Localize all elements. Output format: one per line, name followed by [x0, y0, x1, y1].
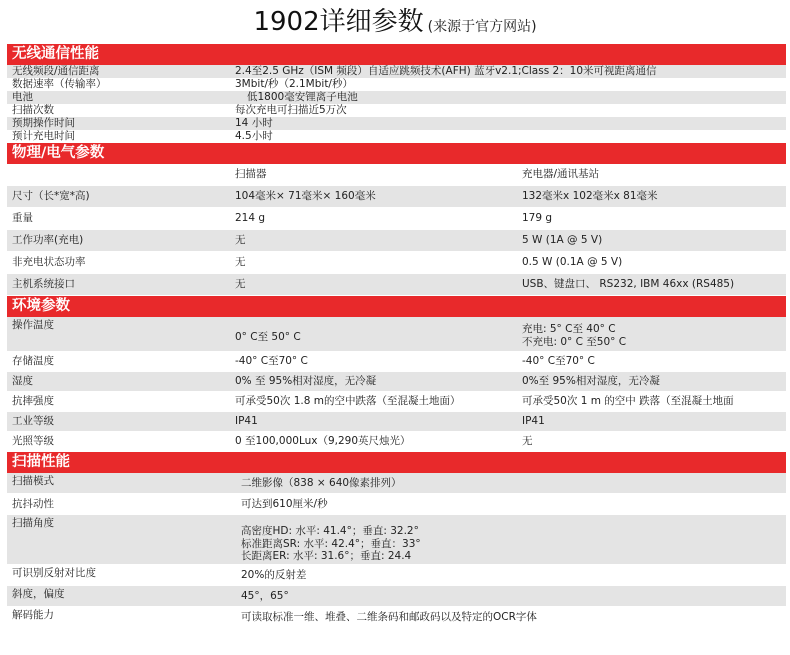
- spec-table: [7, 44, 786, 628]
- row-value-text: 二维影像（838 × 640像素排列）: [241, 476, 402, 489]
- row-value: [235, 607, 786, 627]
- column-header-row: [7, 164, 786, 186]
- charger-value: 0.5 W (0.1A @ 5 V): [522, 256, 623, 269]
- row-value: [235, 494, 786, 514]
- section-header-scanning: 扫描性能: [7, 452, 786, 473]
- column-header-scanner: 扫描器: [235, 168, 267, 181]
- table-row: [7, 352, 786, 372]
- charger-value: USB、键盘口、 RS232, IBM 46xx (RS485): [522, 278, 735, 291]
- row-value-line: 高密度HD: 水平: 41.4°；垂直: 32.2°: [241, 525, 419, 537]
- charger-value: -40° C至70° C: [522, 355, 595, 368]
- row-label: 非充电状态功率: [12, 256, 86, 269]
- charger-value: 5 W (1A @ 5 V): [522, 234, 603, 247]
- table-row: [7, 432, 786, 452]
- scanner-value: 0° C至 50° C: [235, 330, 301, 343]
- table-row: [7, 91, 786, 104]
- row-label: 斜度，偏度: [12, 588, 65, 600]
- column-header-charger: 充电器/通讯基站: [522, 168, 600, 181]
- table-row: [7, 494, 786, 515]
- row-value-text: 45°，65°: [241, 589, 289, 602]
- row-value: [235, 586, 786, 606]
- row-label: 主机系统接口: [12, 278, 75, 291]
- charger-value: [522, 317, 786, 351]
- row-value: 2.4至2.5 GHz（ISM 频段）自适应跳频技术(AFH) 蓝牙v2.1;Class 2：10米可视距离通信: [235, 65, 657, 77]
- charger-value: 179 g: [522, 212, 553, 225]
- charger-value: 132毫米x 102毫米x 81毫米: [522, 190, 658, 203]
- row-value: [235, 473, 786, 493]
- table-row: [7, 412, 786, 432]
- table-row: [7, 130, 786, 143]
- table-row: [7, 565, 786, 586]
- row-value: 3Mbit/秒（2.1Mbit/秒）: [235, 78, 353, 90]
- table-row: [7, 65, 786, 78]
- table-row: [7, 515, 786, 565]
- table-row: [7, 392, 786, 412]
- row-label: 扫描次数: [12, 104, 54, 116]
- row-value-text: 可读取标准一维、堆叠、二维条码和邮政码以及特定的OCR字体: [241, 610, 537, 623]
- table-row: [7, 208, 786, 230]
- wireless-rows: [7, 65, 786, 143]
- table-row: [7, 473, 786, 494]
- row-label: 无线频段/通信距离: [12, 65, 100, 77]
- table-row: [7, 230, 786, 252]
- section-header-physical: 物理/电气参数: [7, 143, 786, 164]
- scanner-value: 无: [235, 234, 246, 247]
- row-value: [235, 515, 786, 564]
- row-label: 扫描角度: [12, 517, 54, 529]
- charger-value-line: 不充电: 0° C 至50° C: [522, 335, 627, 348]
- column-header-blank: [7, 164, 235, 185]
- charger-value: IP41: [522, 415, 545, 428]
- charger-value: 可承受50次 1 m 的空中 跌落（至混凝土地面: [522, 395, 734, 408]
- scanner-value: 104毫米× 71毫米× 160毫米: [235, 190, 376, 203]
- row-label: 扫描模式: [12, 475, 54, 487]
- scanner-value: 无: [235, 278, 246, 291]
- scanner-value: 可承受50次 1.8 m的空中跌落（至混凝土地面）: [235, 395, 461, 408]
- row-label: 抗摔强度: [12, 395, 54, 408]
- row-label: 尺寸（长*宽*高): [12, 190, 90, 203]
- row-label: 工业等级: [12, 415, 54, 428]
- row-label: 重量: [12, 212, 33, 225]
- table-row: [7, 104, 786, 117]
- page-header: [0, 0, 790, 42]
- table-row: [7, 274, 786, 296]
- scanner-value: 0% 至 95%相对湿度，无冷凝: [235, 375, 377, 388]
- page-title: 1902详细参数: [253, 7, 424, 37]
- row-value: [235, 565, 786, 585]
- table-row: [7, 372, 786, 392]
- table-row: [7, 586, 786, 607]
- row-value-line: 长距离ER: 水平: 31.6°；垂直: 24.4: [241, 550, 412, 562]
- row-value-text: 可达到610厘米/秒: [241, 497, 328, 510]
- scanner-value: 无: [235, 256, 246, 269]
- row-label: 电池: [12, 91, 33, 103]
- row-value: 14 小时: [235, 117, 273, 129]
- row-label: 操作温度: [12, 319, 54, 331]
- scanner-value: 0 至100,000Lux（9,290英尺烛光）: [235, 435, 411, 448]
- charger-value: 0%至 95%相对湿度，无冷凝: [522, 375, 660, 388]
- row-value: 4.5小时: [235, 130, 273, 142]
- table-row: [7, 186, 786, 208]
- table-row: [7, 117, 786, 130]
- scanner-value: 214 g: [235, 212, 266, 225]
- charger-value: 无: [522, 435, 533, 448]
- scanner-value: -40° C至70° C: [235, 355, 308, 368]
- row-label: 工作功率(充电): [12, 234, 84, 247]
- charger-value-line: 充电: 5° C至 40° C: [522, 323, 616, 335]
- row-value-text: 20%的反射差: [241, 568, 307, 581]
- section-header-environment: 环境参数: [7, 296, 786, 317]
- table-row: [7, 317, 786, 352]
- row-label: 预计充电时间: [12, 130, 75, 142]
- row-value: 低1800毫安锂离子电池: [247, 91, 358, 103]
- row-label: 湿度: [12, 375, 33, 388]
- row-label: 存储温度: [12, 355, 54, 368]
- environment-rows: [7, 317, 786, 452]
- row-label: 可识别反射对比度: [12, 567, 96, 579]
- row-label: 预期操作时间: [12, 117, 75, 129]
- row-value: 每次充电可扫描近5万次: [235, 104, 347, 116]
- table-row: [7, 607, 786, 628]
- row-label: 数据速率（传输率）: [12, 78, 107, 90]
- table-row: [7, 78, 786, 91]
- section-header-wireless: 无线通信性能: [7, 44, 786, 65]
- row-value-line: 标准距离SR: 水平: 42.4°；垂直：33°: [241, 537, 421, 550]
- physical-rows: [7, 164, 786, 296]
- page-subtitle: (来源于官方网站): [427, 19, 537, 35]
- scanning-rows: [7, 473, 786, 628]
- scanner-value: IP41: [235, 415, 258, 428]
- table-row: [7, 252, 786, 274]
- row-label: 抗抖动性: [12, 497, 54, 510]
- row-label: 光照等级: [12, 435, 54, 448]
- row-label: 解码能力: [12, 609, 54, 621]
